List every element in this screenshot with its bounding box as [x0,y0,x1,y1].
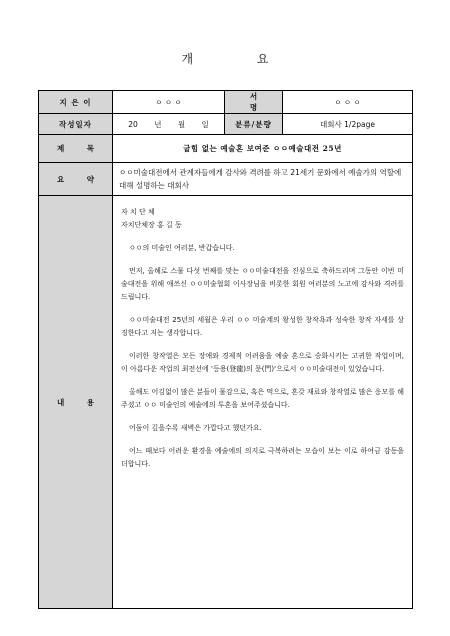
content-paragraph: 어둠이 깊을수록 새벽은 가깝다고 했던가요. [129,424,262,432]
content-paragraph: 올해도 어김없이 많은 분들이 물감으로, 혹은 먹으로, 혼갖 재료와 창작열로 많은 응모를 해주셨고 ㅇㅇ 미술인의 예술에의 투혼을 보여주셨습니다. [121,388,404,409]
date-label: 작성일자 [39,114,113,135]
content-label: 내 용 [39,196,113,609]
summary-row [39,163,413,196]
overview-form [38,90,413,609]
date-value: 20 년 월 일 [113,114,225,135]
author-row [39,91,413,114]
content-row [39,196,413,609]
signature-label: 서 명 [225,91,283,114]
date-row [39,114,413,135]
content-paragraph: ㅇㅇ미술대전 25년의 세월은 우리 ㅇㅇ 미술계의 왕성한 창작욕과 성숙한 창작 자세를 상징한다고 저는 생각합니다. [121,316,404,337]
document-title: 개 요 [181,52,299,66]
author-value: ㅇ ㅇ ㅇ [113,91,225,114]
subject-value: 굽힘 없는 예술혼 보여준 ㅇㅇ예술대전 25년 [113,135,413,163]
summary-label: 요 약 [39,163,113,196]
content-body [113,196,413,609]
author-label: 지 은 이 [39,91,113,114]
signature-value: ㅇ ㅇ ㅇ [283,91,413,114]
speaker-line: 자치단체장 홍 길 동 [121,221,182,229]
content-paragraph: 이러한 창작열은 모든 장애와 경제적 어려움을 예술 혼으로 승화시키는 고귀한 작업이며, 이 아름다운 작업의 최전선에 '등용(登龍)의 문(門)'으로서 ㅇㅇ미술대전이 있었습니다. [121,352,404,373]
subject-row [39,135,413,163]
summary-value: ㅇㅇ미술대전에서 관계자들에게 감사와 격려를 하고 21세기 문화에서 예술가의 역할에 대해 설명하는 대회사 [113,163,413,196]
subject-label: 제 목 [39,135,113,163]
content-paragraph: ㅇㅇ의 미술인 여러분, 반갑습니다. [129,244,235,252]
organization-line: 자 치 단 체 [121,208,155,216]
category-value: 대회사 1/2page [283,114,413,135]
category-label: 분류/분량 [225,114,283,135]
content-paragraph: 어느 때보다 어려운 환경을 예술에의 의지로 극복하려는 모습이 보는 이로 하여금 감동을 더합니다. [121,447,404,468]
content-paragraph: 먼저, 올해로 스물 다섯 번째를 맞는 ㅇㅇ미술대전을 진심으로 축하드리며 그동안 이번 미술대전을 위해 애쓰신 ㅇㅇ미술협회 이사장님을 비롯한 회원 여러분의 노고에 감사와 격려를 드립니다. [121,267,404,301]
